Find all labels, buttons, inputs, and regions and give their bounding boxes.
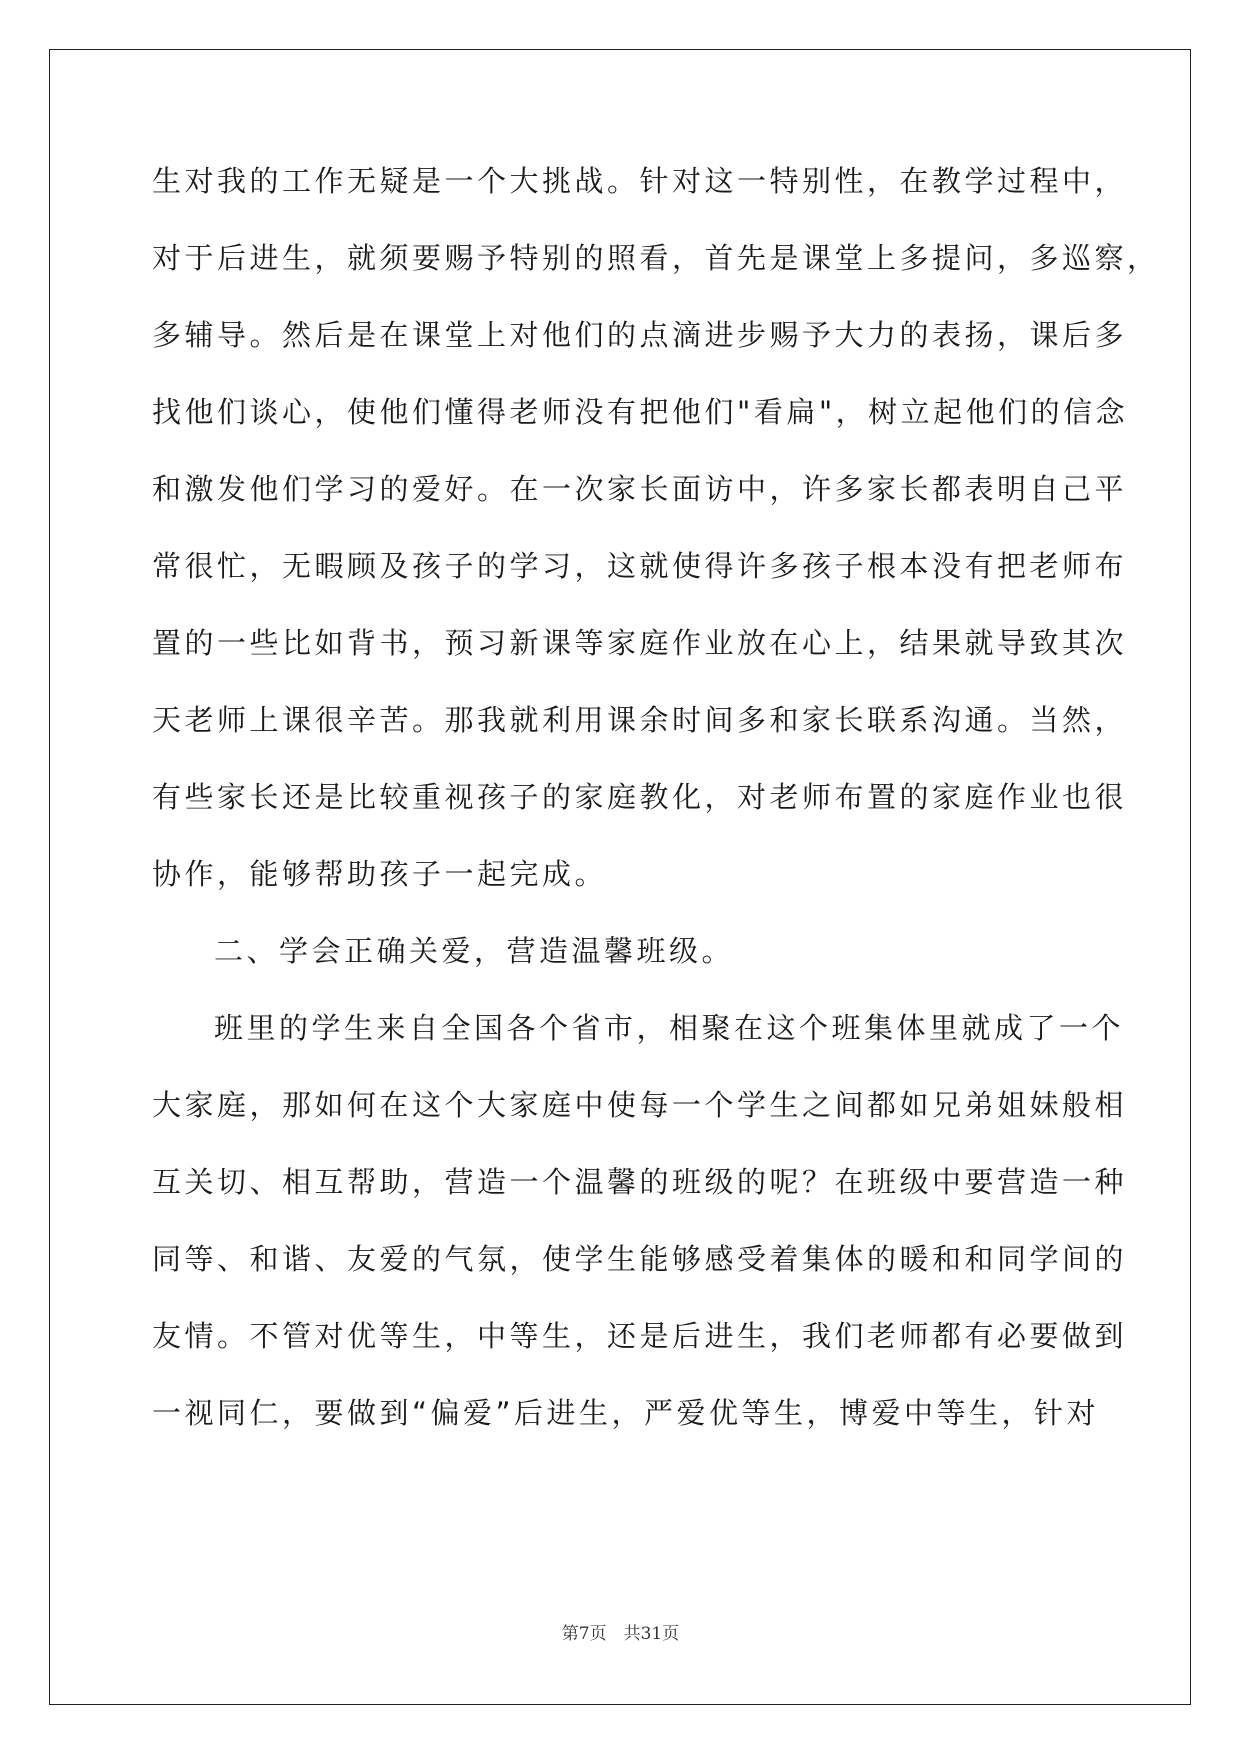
page-footer — [0, 1623, 1241, 1645]
text-line: 找他们谈心，使他们懂得老师没有把他们"看扁"，树立起他们的信念 — [152, 395, 1129, 429]
text-line: 一视同仁，要做到“偏爱”后进生，严爱优等生，博爱中等生，针对 — [152, 1396, 1100, 1430]
text-line: 和激发他们学习的爱好。在一次家长面访中，许多家长都表明自己平 — [152, 472, 1128, 506]
text-line: 协作，能够帮助孩子一起完成。 — [152, 857, 608, 891]
text-line: 有些家长还是比较重视孩子的家庭教化，对老师布置的家庭作业也很 — [152, 780, 1128, 814]
text-line: 班里的学生来自全国各个省市，相聚在这个班集体里就成了一个 — [214, 1011, 1125, 1045]
page-number: 第7页 共31页 — [561, 1624, 680, 1644]
section-heading: 二、学会正确关爱，营造温馨班级。 — [214, 934, 735, 968]
text-line: 天老师上课很辛苦。那我就利用课余时间多和家长联系沟通。当然， — [152, 703, 1128, 737]
text-line: 同等、和谐、友爱的气氛，使学生能够感受着集体的暖和和同学间的 — [152, 1242, 1128, 1276]
text-line: 大家庭，那如何在这个大家庭中使每一个学生之间都如兄弟姐妹般相 — [152, 1088, 1128, 1122]
text-line: 生对我的工作无疑是一个大挑战。针对这一特别性，在教学过程中， — [152, 164, 1128, 198]
text-line: 对于后进生，就须要赐予特别的照看，首先是课堂上多提问，多巡察， — [152, 241, 1160, 275]
text-line: 常很忙，无暇顾及孩子的学习，这就使得许多孩子根本没有把老师布 — [152, 549, 1128, 583]
text-line: 置的一些比如背书，预习新课等家庭作业放在心上，结果就导致其次 — [152, 626, 1128, 660]
text-line: 多辅导。然后是在课堂上对他们的点滴进步赐予大力的表扬，课后多 — [152, 318, 1128, 352]
text-line: 互关切、相互帮助，营造一个温馨的班级的呢？在班级中要营造一种 — [152, 1165, 1128, 1199]
text-line: 友情。不管对优等生，中等生，还是后进生，我们老师都有必要做到 — [152, 1319, 1128, 1353]
